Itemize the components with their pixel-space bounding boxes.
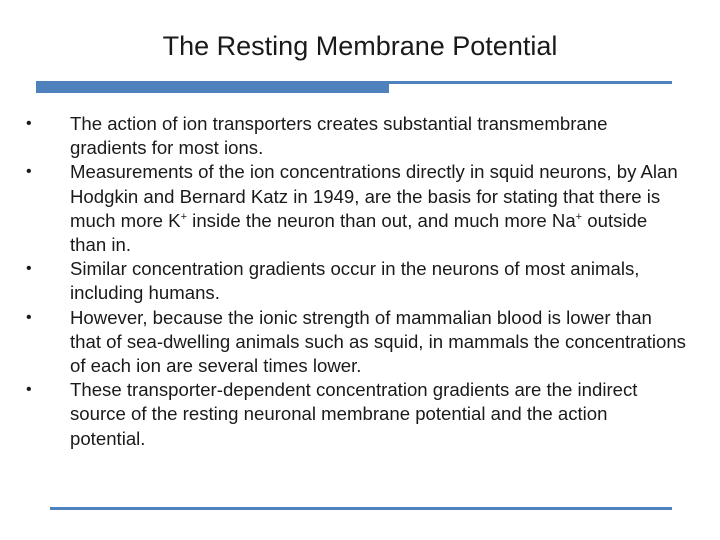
bullet-text: The action of ion transporters creates substantial transmembrane gradients for most ions. (70, 113, 608, 159)
superscript-plus: + (575, 210, 583, 223)
bullet-text: These transporter-dependent concentration gradients are the indirect source of the resting neuronal membrane potential and the action potential. (70, 379, 638, 449)
bullet-text: Similar concentration gradients occur in the neurons of most animals, including humans. (70, 258, 640, 304)
bullet-item (26, 160, 686, 257)
bullet-item (26, 257, 686, 305)
footer-rule (50, 507, 672, 510)
bullet-icon: • (26, 115, 32, 132)
bullet-item (26, 306, 686, 379)
bullet-icon: • (26, 163, 32, 181)
bullet-icon: • (26, 260, 32, 278)
bullet-icon: • (26, 381, 32, 399)
bullet-item (26, 112, 686, 160)
bullet-text: However, because the ionic strength of mammalian blood is lower than that of sea-dwelling animals such as squid, in mammals the concentrations of each ion are several times lower. (70, 306, 686, 377)
bullet-text: Measurements of the ion concentrations directly in squid neurons, by Alan Hodgkin and Bernard Katz in 1949, are the basis for stating that there is much more K+ inside the neuron than out, and much more Na+ outside than in. (70, 161, 678, 256)
superscript-plus: + (180, 210, 188, 223)
bullet-item (26, 378, 686, 451)
slide-title: The Resting Membrane Potential (162, 31, 558, 61)
title-underline-thick (36, 83, 389, 93)
bullet-list (26, 112, 686, 451)
bullet-icon: • (26, 308, 32, 326)
